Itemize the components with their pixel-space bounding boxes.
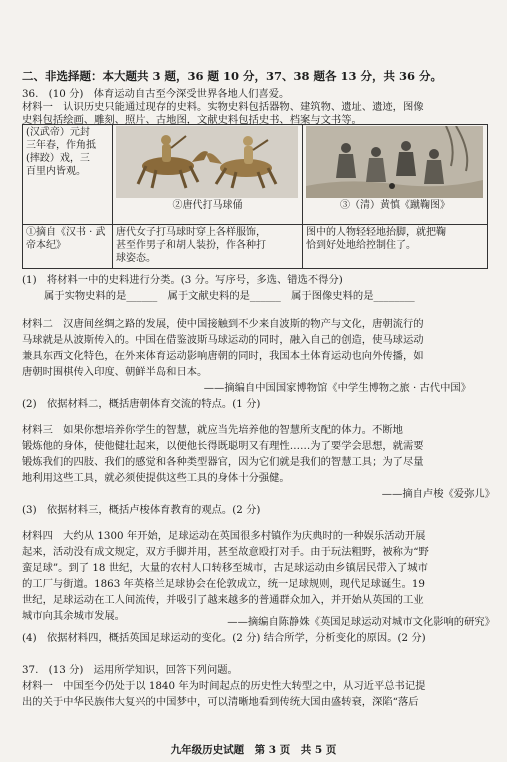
hanshu-source: ①摘自《汉书 · 武 帝本纪》: [26, 227, 106, 251]
q36-material4-line: 起来，活动没有成文规定，双方手脚并用，甚至故意殴打对手。由于玩法粗野，被称为“野: [22, 546, 429, 558]
q36-material3-line: 材料三 如果你想培养你学生的智慧，就应当先培养他的智慧所支配的体力。不断地: [22, 424, 403, 436]
q36-material3-source: ——摘自卢梭《爱弥儿》: [381, 488, 495, 500]
table-cell-polo-figurine: [113, 125, 303, 225]
q36-sub3: (3) 依据材料三，概括卢梭体育教育的观点。(2 分): [22, 504, 261, 516]
q36-material2-line: 兼具东西文化特色，在外来体育运动影响唐朝的同时，我国本土体育运动也向外传播，如: [22, 350, 424, 362]
q37-intro: 37. (13 分) 运用所学知识，回答下列问题。: [22, 664, 238, 676]
table-cell-polo-desc: [113, 225, 303, 269]
polo-description: 唐代女子打马球时穿上各样服饰， 甚至作男子和胡人装扮，作各种打 球姿态。: [116, 227, 266, 264]
q36-material1-line: 史料包括绘画、雕刻、照片、古地图，文献史料包括史书、档案与文书等。: [22, 114, 362, 126]
table-cell-hanshu-source: [23, 225, 113, 269]
table-cell-hanshu: [23, 125, 113, 225]
q36-material4-source: ——摘编自陈静姝《英国足球运动对城市文化影响的研究》: [227, 616, 495, 628]
q36-intro: 36. (10 分) 体育运动自古至今深受世界各地人们喜爱。: [22, 88, 290, 100]
cuju-painting-caption: ③（清）黄慎《蹴鞠图》: [340, 200, 450, 211]
section-title: 二、非选择题：本大题共 3 题，36 题 10 分，37、38 题各 13 分，共 36 分。: [22, 69, 443, 83]
q37-material1-line: 出的关于中华民族伟大复兴的中国梦中，可以清晰地看到传统大国由盛转衰，深陷“落后: [22, 696, 419, 708]
hanshu-excerpt: (汉武帝）元封 三年春，作角抵 (摔跤）戏，三 百里内皆观。: [26, 127, 96, 177]
q36-sub2: (2) 依据材料二，概括唐朝体育交流的特点。(1 分): [22, 398, 261, 410]
q36-material2-source: ——摘编自中国国家博物馆《中学生博物之旅 · 古代中国》: [203, 382, 471, 394]
q36-material3-line: 锻炼他的身体，使他健壮起来，以便他长得既聪明又有理性……为了要学会思想，就需要: [22, 440, 424, 452]
q36-material3-line: 锻炼我们的四肢、我们的感觉和各种类型器官，因为它们就是我们的智慧工具；为了尽量: [22, 456, 424, 468]
q36-material2-line: 马球就是从波斯传入的。中国在借鉴波斯马球运动的同时，融入自己的创造，使马球运动: [22, 334, 424, 346]
q36-material4-line: 材料四 大约从 1300 年开始，足球运动在英国很多村镇作为庆典时的一种娱乐活动开展: [22, 530, 426, 542]
q36-material4-line: 城市向其余城市发展。: [22, 610, 125, 622]
polo-figurine-caption: ②唐代打马球俑: [172, 200, 243, 211]
cuju-painting-image: [306, 126, 484, 198]
table-cell-cuju-desc: [303, 225, 488, 269]
polo-figurine-image: [116, 126, 299, 198]
q36-material4-line: 世纪，足球运动在工人间流传，并吸引了越来越多的普通群众加入，并开始从英国的工业: [22, 594, 424, 606]
q36-material2-line: 材料二 汉唐间丝绸之路的发展，使中国接触到不少来自波斯的物产与文化，唐朝流行的: [22, 318, 424, 330]
cuju-description: 图中的人物轻轻地抬脚，就把鞠 恰到好处地给控制住了。: [306, 227, 446, 251]
q36-material4-line: 的工厂与街道。1863 年英格兰足球协会在伦敦成立，统一足球规则，现代足球诞生。19: [22, 578, 425, 590]
q36-material3-line: 地利用这些工具，就必须使提供这些工具的身体十分强健。: [22, 472, 290, 484]
q37-material1-line: 材料一 中国至今仍处于以 1840 年为时间起点的历史性大转型之中，从习近平总书记提: [22, 680, 426, 692]
table-cell-cuju-painting: [303, 125, 488, 225]
q36-material1-line: 材料一 认识历史只能通过现存的史料。实物史料包括器物、建筑物、遗址、遗迹，图像: [22, 101, 424, 113]
q36-sub1: (1) 将材料一中的史料进行分类。(3 分。写序号，多选、错选不得分): [22, 274, 343, 286]
page-footer: 九年级历史试题 第 3 页 共 5 页: [170, 744, 337, 756]
q36-material2-line: 唐朝时围棋传入印度、朝鲜半岛和日本。: [22, 366, 208, 378]
q36-sub1-blanks: 属于实物史料的是______ 属于文献史料的是______ 属于图像史料的是________: [44, 290, 415, 302]
q36-sub4: (4) 依据材料四，概括英国足球运动的变化。(2 分) 结合所学，分析变化的原因。(2 分): [22, 632, 426, 644]
material-table: [22, 124, 488, 269]
q36-material4-line: 蛮足球”。到了 18 世纪，大量的农村人口转移至城市，古足球运动由乡镇居民带入了城市: [22, 562, 428, 574]
